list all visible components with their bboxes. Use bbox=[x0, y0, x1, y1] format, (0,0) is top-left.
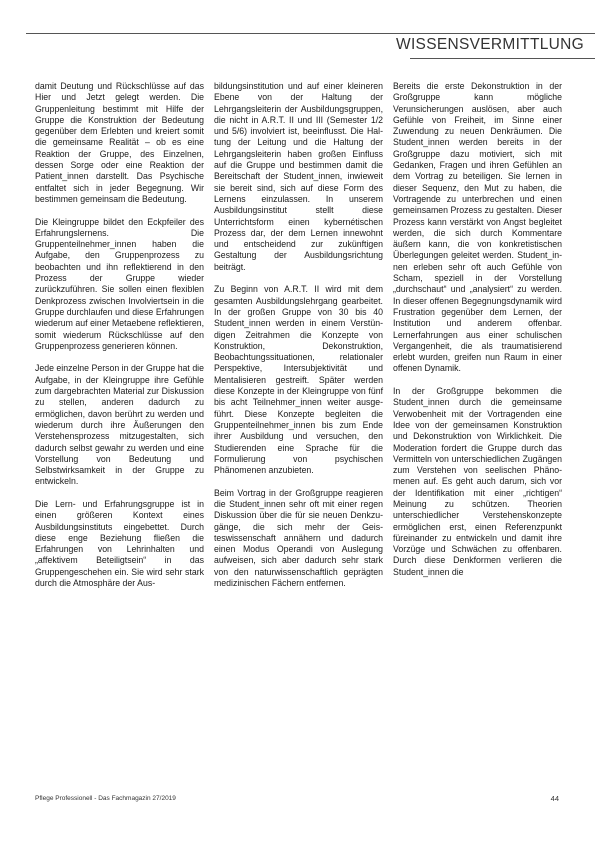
text-column-1 bbox=[35, 81, 204, 601]
paragraph: In der Großgruppe bekommen die Student_innen durch die gemeinsame Verwobenheit mit der Vortragenden eine Idee von der gemeinsamen Konstruktion und Dekonstruktion von Wirklichkeit. Die Moderation fordert die Gruppe durch das Vermitteln von unterschiedlichen Zugängen zum Verstehen von seelischen Phänomenen auf. Es geht auch darum, sich vor der Identifikation mit einer „richtigen“ Meinung zu schützen. Theorien unterschiedlicher Verstehenskonzepte ermöglichen erst, einen Referenzpunkt füreinander zu entwickeln und damit ihre Vorzüge und Schwächen zu offenbaren. Durch diese Denkformen verlieren die Student_innen die bbox=[393, 386, 562, 577]
paragraph: damit Deutung und Rückschlüsse auf das Hier und Jetzt gelegt werden. Die Gruppenleitung bestimmt mit Hilfe der Gruppe die Konstruktion der Bedeutung gegenüber dem Erlebten und kreiert somit die gemeinsame Realität – ob es eine Reaktion der Gruppe, des Einzelnen, dessen Sorge oder eine Reaktion der Patient_innen darstellt. Das Psychische entfaltet sich in jeder Begegnung. Wir bestimmen gemeinsam die Bedeutung. bbox=[35, 81, 204, 204]
paragraph: Die Lern- und Erfahrungsgruppe ist in einen größeren Kontext eines Ausbildungsinstituts eingebettet. Durch diese enge Beziehung fließen die Erfahrungen von Lehrinhalten und „affektivem Beteiligtsein“ in das Gruppengeschehen ein. Sie wird sehr stark durch die Atmosphäre der Aus- bbox=[35, 498, 204, 589]
page-number: 44 bbox=[550, 794, 559, 803]
header-top-rule bbox=[26, 33, 595, 34]
paragraph: bildungsinstitution und auf einer kleineren Ebene von der Haltung der Lehrgangsleiterin der Ausbildungsgruppen, die nicht in A.R.T. II und III (Semester 1/2 und 5/6) involviert ist, beeinflusst. Die Haltung der Leitung und die Haltung der Lehrgangsleiterin haben großen Einfluss auf die Gruppe und bestimmen damit die Bereitschaft der Student_innen, inwieweit sie bereit sind, sich auf diese Form des Lernens einzulassen. In unserem Ausbildungsinstitut stellt diese Unterrichtsform einen kybernétischen Prozess dar, der dem Lernen innewohnt und entscheidend zur zukünftigen Gestaltung der Ausbildungsrichtung beiträgt. bbox=[214, 81, 383, 272]
section-title-underline bbox=[410, 58, 595, 59]
paragraph: Bereits die erste Dekonstruktion in der Großgruppe kann mögliche Verunsicherungen auslösen, aber auch Gefühle von Freiheit, im Sinne einer Zuwendung zu neuen Denkräumen. Die Student_innen werden bereits in der Großgruppe dazu motiviert, sich mit Gedanken, Fragen und ihren Gefühlen an dem Vortrag zu beteiligen. Sie lernen in dieser Sequenz, den Mut zu haben, die Vortragende zu unterbrechen und einen gemeinsamen Prozess zu gestalten. Dieser Prozess kann verstärkt von Angst begleitet werden, die sich durch Kommentare äußern kann, die von konkretistischen Überlegungen geleitet werden. Student_innen erleben sehr oft auch Gefühle von Scham, speziell in der Vorstellung „durchschaut“ und „analysiert“ zu werden. In dieser offenen Begegnungsdynamik wird Frustration gegenüber dem Lernen, der Institution und anderem offenbar. Lernerfahrungen aus einer schulischen Vergangenheit, die als traumatisierend erlebt wurden, greifen nun Raum in einer offenen Dynamik. bbox=[393, 81, 562, 374]
paragraph: Die Kleingruppe bildet den Eckpfeiler des Erfahrungslernens. Die Gruppenteilnehmer_innen haben die Aufgabe, den Gruppenprozess zu beobachten und ihn reflektierend in den Prozess der Gruppe wieder zurückzuführen. Sie sollen einen flexiblen Denkprozess zwischen Involviertsein in die Gruppe durchlaufen und diese Erfahrungen wiederum auf einer Metaebene reflektieren, somit wiederum Rückschlüsse auf den Gruppenprozess generieren können. bbox=[35, 216, 204, 351]
paragraph: Beim Vortrag in der Großgruppe reagieren die Student_innen sehr oft mit einer regen Diskussion über die für sie neuen Denkzugänge, die sich mehr der Geisteswissenschaft annähern und dadurch einen Modus Operandi von Auslegung aufweisen, sich aber dadurch sehr stark von den naturwissenschaftlich geprägten medizinischen Fächern entfernen. bbox=[214, 487, 383, 589]
publication-footer: Pflege Professionell - Das Fachmagazin 27/2019 bbox=[35, 795, 176, 802]
paragraph: Zu Beginn von A.R.T. II wird mit dem gesamten Ausbildungslehrgang gearbeitet. In der großen Gruppe von 30 bis 40 Student_innen werden in einem Verstündigen Zeitrahmen die Konzepte von Konstruktion, Dekonstruktion, Beobachtungssituationen, relationaler Perspektive, Intersubjektivität und Mentalisieren gestreift. Später werden diese Konzepte in der Kleingruppe von fünf bis acht Teilnehmer_innen weiter ausgeführt. Diese Konzepte begleiten die Gruppenteilnehmer_innen bis zum Ende ihrer Ausbildung und versuchen, den Studierenden eine Sprache für die Formulierung von psychischen Phänomenen anzubieten. bbox=[214, 284, 383, 476]
section-title: WISSENSVERMITTLUNG bbox=[396, 36, 584, 53]
text-column-3 bbox=[393, 81, 562, 589]
paragraph: Jede einzelne Person in der Gruppe hat die Aufgabe, in der Kleingruppe ihre Gefühle zum dargebrachten Material zur Diskussion zu stellen, anderen dadurch zu ermöglichen, davon berührt zu werden und wiederum durch ihre Äußerungen den Verstehensprozess mitzugestalten, sich dadurch selbst gewahr zu werden und eine Vorstellung von Bedeutung und Selbstwirksamkeit in der Gruppe zu entwickeln. bbox=[35, 363, 204, 487]
text-column-2 bbox=[214, 81, 383, 601]
